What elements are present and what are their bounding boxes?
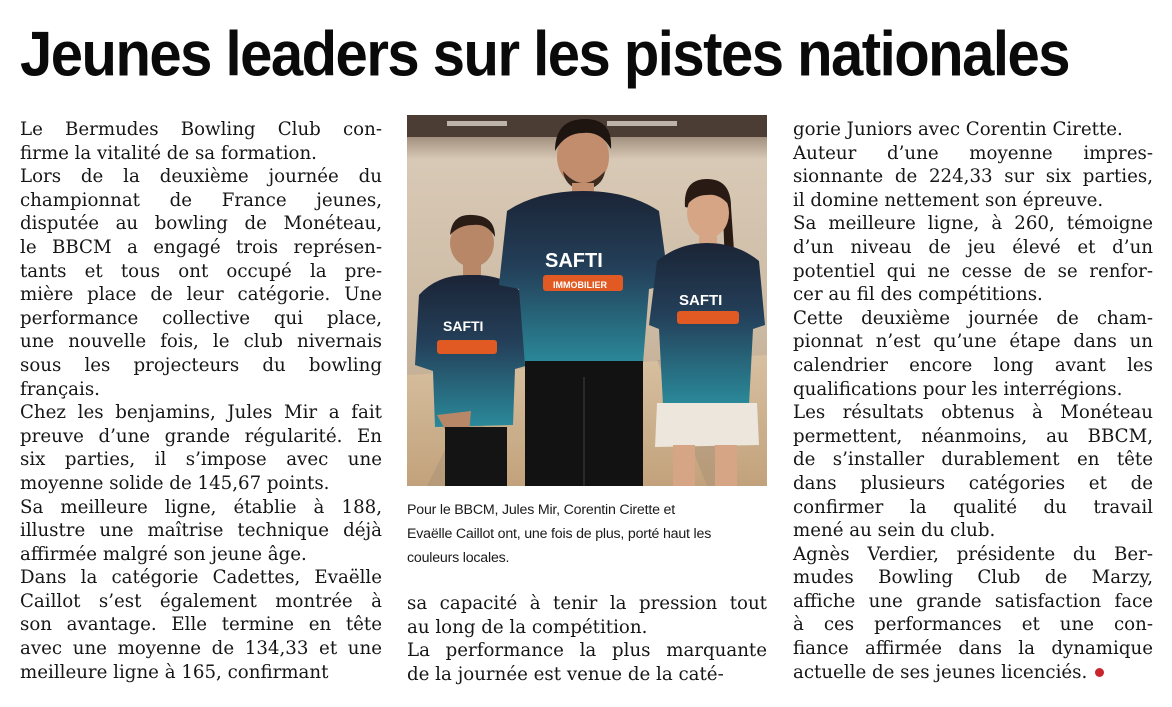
photo-caption xyxy=(407,498,767,570)
text-line: au long de la compétition. xyxy=(407,616,648,638)
text-line: mière place de leur catégorie. Une xyxy=(20,284,382,306)
text-line: Chez les benjamins, Jules Mir a fait xyxy=(20,402,382,424)
text-line: Cette deuxième journée de cham- xyxy=(793,307,1153,329)
text-line: mené au sein du club. xyxy=(793,520,996,542)
text-line: calendrier encore long avant les xyxy=(793,354,1153,376)
text-column-1 xyxy=(20,118,382,684)
text-line: Sa meilleure ligne, établie à 188, xyxy=(20,496,382,518)
text-line: le BBCM a engagé trois représen- xyxy=(20,236,382,258)
text-line: gorie Juniors avec Corentin Cirette. xyxy=(793,119,1123,140)
text-line: meilleure ligne à 165, confirmant xyxy=(20,661,329,683)
svg-text:SAFTI: SAFTI xyxy=(679,292,723,309)
text-line: il domine nettement son épreuve. xyxy=(793,189,1104,211)
text-line: La performance la plus marquante xyxy=(407,640,767,662)
text-line: disputée au bowling de Monéteau, xyxy=(20,213,382,235)
text-line: une nouvelle fois, le club nivernais xyxy=(20,331,382,353)
text-line: Dans la catégorie Cadettes, Evaëlle xyxy=(20,567,382,589)
text-line: avec une moyenne de 134,33 et une xyxy=(20,638,382,660)
text-line: actuelle de ses jeunes licenciés. xyxy=(793,661,1153,685)
text-line: dans plusieurs catégories et de xyxy=(793,472,1153,494)
text-line: de s’installer durablement en tête xyxy=(793,449,1153,471)
text-line: Agnès Verdier, présidente du Ber- xyxy=(793,543,1153,565)
caption-line: Evaëlle Caillot ont, une fois de plus, porté haut les xyxy=(407,526,712,542)
text-line: championnat de France jeunes, xyxy=(20,189,382,211)
text-line: Caillot s’est également montrée à xyxy=(20,590,382,612)
text-line: Auteur d’une moyenne impres- xyxy=(793,142,1153,164)
text-line: fiance affirmée dans la dynamique xyxy=(793,638,1153,660)
text-line: firme la vitalité de sa formation. xyxy=(20,142,317,164)
text-line: sa capacité à tenir la pression tout xyxy=(407,593,767,614)
svg-text:SAFTI: SAFTI xyxy=(545,250,603,272)
text-line: moyenne solide de 145,67 points. xyxy=(20,472,330,494)
text-line: mudes Bowling Club de Marzy, xyxy=(793,567,1153,589)
text-line: affirmée malgré son jeune âge. xyxy=(20,543,307,565)
text-line: Les résultats obtenus à Monéteau xyxy=(793,402,1153,424)
text-line: tants et tous ont occupé la pre- xyxy=(20,260,382,282)
text-line: de la journée est venue de la caté- xyxy=(407,663,724,685)
text-line: français. xyxy=(20,378,100,400)
text-line: cer au fil des compétitions. xyxy=(793,284,1043,306)
svg-text:IMMOBILIER: IMMOBILIER xyxy=(553,280,607,290)
text-column-3 xyxy=(793,118,1153,684)
text-line: performance collective qui place, xyxy=(20,307,382,329)
svg-text:SAFTI: SAFTI xyxy=(443,318,484,334)
text-line: pionnat n’est qu’une étape dans un xyxy=(793,331,1153,353)
text-line: illustre une maîtrise technique déjà xyxy=(20,520,382,542)
text-line: son avantage. Elle termine en tête xyxy=(20,614,382,636)
text-line: Le Bermudes Bowling Club con- xyxy=(20,119,382,140)
text-line: à ces performances et une con- xyxy=(793,614,1153,636)
photo-illustration xyxy=(407,115,767,486)
headline: Jeunes leaders sur les pistes nationales xyxy=(20,19,1069,90)
text-line: d’un niveau de jeu élevé et d’un xyxy=(793,236,1153,258)
text-line: Sa meilleure ligne, à 260, témoigne xyxy=(793,213,1153,235)
team-photo xyxy=(407,115,767,486)
text-line: Lors de la deuxième journée du xyxy=(20,166,382,188)
text-line: preuve d’une grande régularité. En xyxy=(20,425,382,447)
text-column-2 xyxy=(407,592,767,686)
text-line: sous les projecteurs du bowling xyxy=(20,354,382,376)
text-line: potentiel qui ne cesse de se renfor- xyxy=(793,260,1153,282)
text-line: confirmer la qualité du travail xyxy=(793,496,1153,518)
caption-line: couleurs locales. xyxy=(407,550,510,566)
caption-line: Pour le BBCM, Jules Mir, Corentin Cirette et xyxy=(407,502,675,518)
text-line: permettent, néanmoins, au BBCM, xyxy=(793,425,1153,447)
end-of-article-dot-icon xyxy=(1095,668,1104,677)
text-line: qualifications pour les interrégions. xyxy=(793,378,1123,400)
text-line: sionnante de 224,33 sur six parties, xyxy=(793,166,1153,188)
text-line: affiche une grande satisfaction face xyxy=(793,590,1153,612)
text-line: six parties, il s’impose avec une xyxy=(20,449,382,471)
